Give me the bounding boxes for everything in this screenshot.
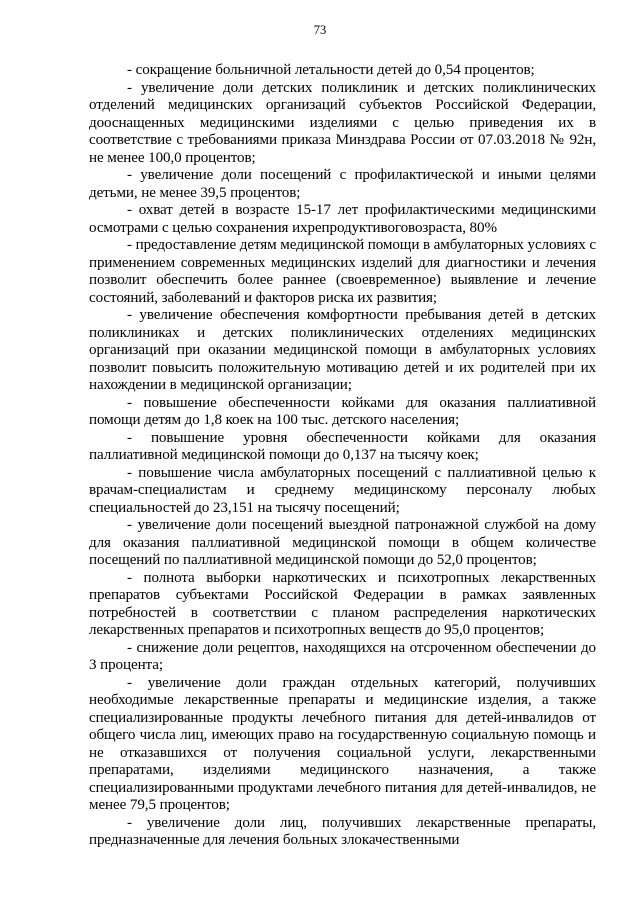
- paragraph: - охват детей в возрасте 15-17 лет профилактическими медицинскими осмотрами с целью сохранения ихрепродуктивоговозраста, 80%: [89, 202, 596, 236]
- paragraph: - увеличение доли лиц, получивших лекарственные препараты, предназначенные для лечения больных злокачественными: [89, 814, 596, 848]
- paragraph: - сокращение больничной летальности детей до 0,54 процентов;: [127, 62, 535, 78]
- paragraph: - увеличение доли детских поликлиник и детских поликлинических отделений медицинских организаций субъектов Российской Федерации, дооснащенных медицинскими изделиями с целью приведения их в соответствие с требованиями приказа Минздрава России от 07.03.2018 № 92н, не менее 100,0 процентов;: [89, 79, 596, 166]
- paragraph: - увеличение доли граждан отдельных категорий, получивших необходимые лекарственные препараты и медицинские изделия, а также специализированные продукты лечебного питания для детей-инвалидов от общего числа лиц, имеющих право на государственную социальную помощь и не отказавшихся от получения социальной услуги, лекарственными препаратами, изделиями медицинского назначения, а также специализированными продуктами лечебного питания для детей-инвалидов, не менее 79,5 процентов;: [89, 674, 596, 813]
- paragraph: - увеличение доли посещений выездной патронажной службой на дому для оказания паллиативной медицинской помощи в общем количестве посещений по паллиативной медицинской помощи до 52,0 процентов;: [89, 517, 596, 568]
- paragraph: - увеличение обеспечения комфортности пребывания детей в детских поликлиниках и детских поликлинических отделениях медицинских организаций при оказании медицинской помощи в амбулаторных условиях позволит повысить положительную мотивацию детей и их родителей при их нахождении в медицинской организации;: [89, 307, 596, 393]
- page-number: 73: [313, 23, 327, 37]
- paragraph: - снижение доли рецептов, находящихся на отсроченном обеспечении до 3 процента;: [89, 639, 596, 673]
- paragraph: - увеличение доли посещений с профилактической и иными целями детьми, не менее 39,5 процентов;: [89, 167, 596, 201]
- paragraph: - повышение числа амбулаторных посещений с паллиативной целью к врачам-специалистам и среднему медицинскому персоналу любых специальностей до 23,151 на тысячу посещений;: [89, 464, 596, 516]
- paragraph: - повышение обеспеченности койками для оказания паллиативной помощи детям до 1,8 коек на 100 тыс. детского населения;: [89, 394, 596, 428]
- paragraph: - полнота выборки наркотических и психотропных лекарственных препаратов субъектами Российской Федерации в рамках заявленных потребностей в соответствии с планом распределения наркотических лекарственных препаратов и психотропных веществ до 95,0 процентов;: [89, 569, 596, 638]
- document-body: [89, 62, 596, 850]
- paragraph: - повышение уровня обеспеченности койками для оказания паллиативной медицинской помощи до 0,137 на тысячу коек;: [89, 429, 596, 463]
- paragraph: - предоставление детям медицинской помощи в амбулаторных условиях с применением современных медицинских изделий для диагностики и лечения позволит обеспечить более раннее (своевременное) выявление и лечение состояний, заболеваний и факторов риска их развития;: [89, 237, 596, 306]
